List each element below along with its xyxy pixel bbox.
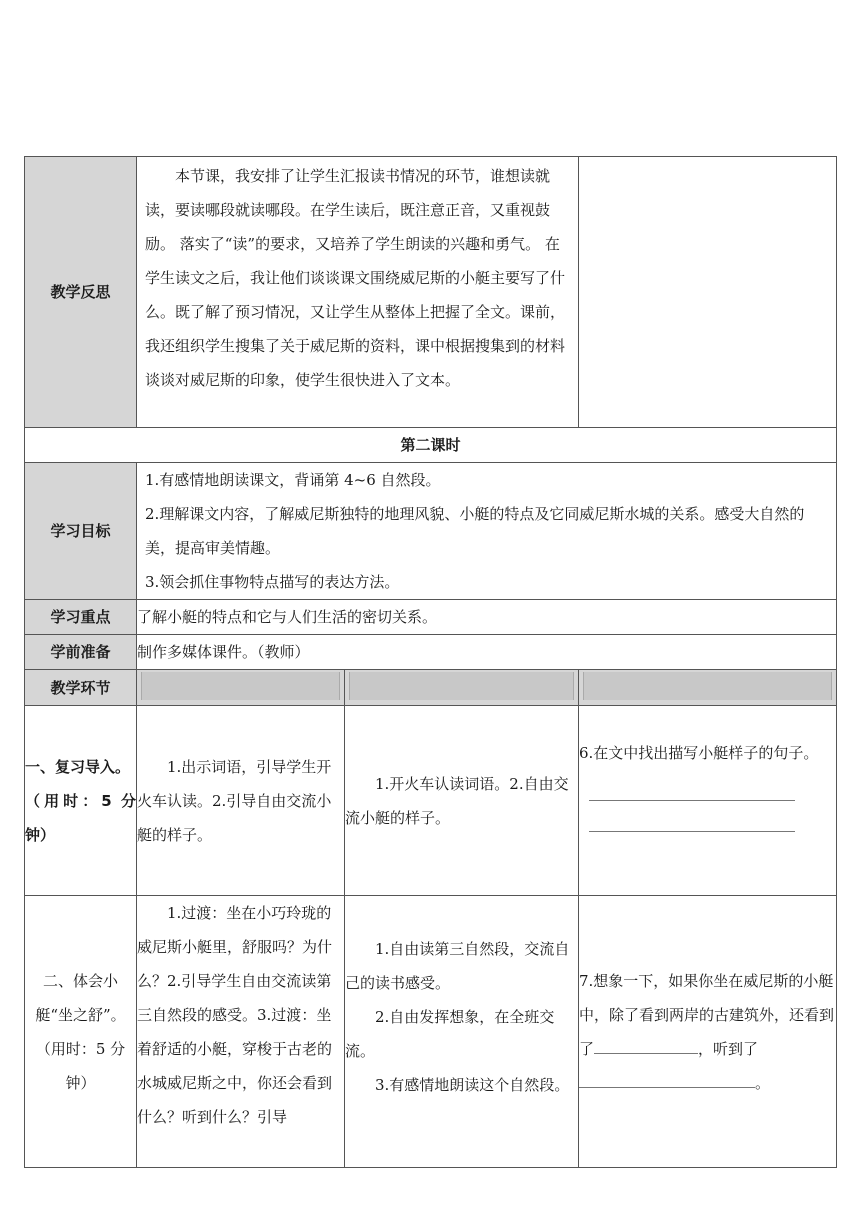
step2-student-item-1: 1.自由读第三自然段，交流自己的读书感受。	[345, 940, 570, 992]
step1-row	[25, 706, 837, 896]
step1-teacher-text: 1.出示词语，引导学生开火车认读。2.引导自由交流小艇的样子。	[137, 757, 332, 844]
step2-title	[25, 896, 137, 1168]
focus-label: 学习重点	[25, 600, 137, 635]
step2-student-item-2: 2.自由发挥想象，在全班交流。	[345, 1008, 555, 1060]
goal-item-1: 1.有感情地朗读课文，背诵第 4~6 自然段。	[145, 471, 441, 489]
steps-header-label: 教学环节	[25, 670, 137, 706]
goal-item-2: 2.理解课文内容，了解威尼斯独特的地理风貌、小艇的特点及它同威尼斯水城的关系。感受大自然的美，提高审美情趣。	[145, 505, 805, 557]
reflection-empty-cell	[579, 157, 837, 428]
step2-exercise-part3: 。	[755, 1073, 771, 1092]
step2-teacher-text: 1.过渡：坐在小巧玲珑的威尼斯小艇里，舒服吗？为什么？2.引导学生自由交流读第三自然段的感受。3.过渡：坐着舒适的小艇，穿梭于古老的水城威尼斯之中，你还会看到什么？听到什么？引导	[137, 904, 333, 1126]
goal-item-3: 3.领会抓住事物特点描写的表达方法。	[145, 573, 400, 591]
answer-blank-line-2[interactable]	[589, 801, 795, 832]
steps-header-col-student	[345, 670, 579, 706]
reflection-row	[25, 157, 837, 428]
reflection-label: 教学反思	[25, 157, 137, 428]
focus-row	[25, 600, 837, 635]
lesson-title: 第二课时	[25, 428, 837, 463]
step1-title-line2: （用时：5 分钟）	[25, 791, 136, 844]
goals-row	[25, 463, 837, 600]
step1-exercise-cell	[579, 706, 837, 896]
step1-student-cell	[345, 706, 579, 896]
step2-exercise-part1: 7.想象一下，如果你坐在威尼斯的小艇中，除了看到两岸的古建筑外，还看到了	[579, 971, 835, 1058]
prep-row	[25, 635, 837, 670]
step1-title-line1: 一、复习导入。	[25, 757, 131, 776]
step1-teacher-cell	[137, 706, 345, 896]
step1-student-text: 1.开火车认读词语。2.自由交流小艇的样子。	[345, 774, 569, 827]
answer-blank-line-1[interactable]	[589, 770, 795, 801]
step1-exercise-text: 6.在文中找出描写小艇样子的句子。	[579, 744, 819, 762]
step2-row	[25, 896, 837, 1168]
answer-blank-seen[interactable]	[594, 1037, 698, 1054]
step2-exercise-part2: ，听到了	[698, 1039, 759, 1058]
goals-label: 学习目标	[25, 463, 137, 600]
step2-title-line2: （用时：5 分钟）	[35, 1039, 126, 1092]
step1-title	[25, 706, 137, 896]
step2-student-cell	[345, 896, 579, 1168]
steps-header-col-teacher	[137, 670, 345, 706]
step2-exercise	[579, 964, 836, 1100]
prep-label: 学前准备	[25, 635, 137, 670]
goals-cell	[137, 463, 837, 600]
lesson-title-row	[25, 428, 837, 463]
steps-header-col-exercise	[579, 670, 837, 706]
reflection-text-cell	[137, 157, 579, 428]
step2-title-line1: 二、体会小艇“坐之舒”。	[35, 971, 126, 1024]
step2-student-item-3: 3.有感情地朗读这个自然段。	[375, 1076, 570, 1094]
focus-text: 了解小艇的特点和它与人们生活的密切关系。	[137, 600, 837, 635]
reflection-text: 本节课，我安排了让学生汇报读书情况的环节，谁想读就读，要读哪段就读哪段。在学生读后，既注意正音，又重视鼓励。 落实了“读”的要求，又培养了学生朗读的兴趣和勇气。 在学生读文之后，我让他们谈谈课文围绕威尼斯的小艇主要写了什么。既了解了预习情况，又让学生从整体上把握了全文。课前，我还组织学生搜集了关于威尼斯的资料，课中根据搜集到的材料谈谈对威尼斯的印象，使学生很快进入了文本。	[145, 167, 566, 389]
prep-text: 制作多媒体课件。（教师）	[137, 635, 837, 670]
step2-teacher-cell	[137, 896, 345, 1168]
steps-header-row	[25, 670, 837, 706]
step2-exercise-cell	[579, 896, 837, 1168]
answer-blank-heard[interactable]	[579, 1071, 755, 1088]
lesson-plan-table	[24, 156, 837, 1168]
